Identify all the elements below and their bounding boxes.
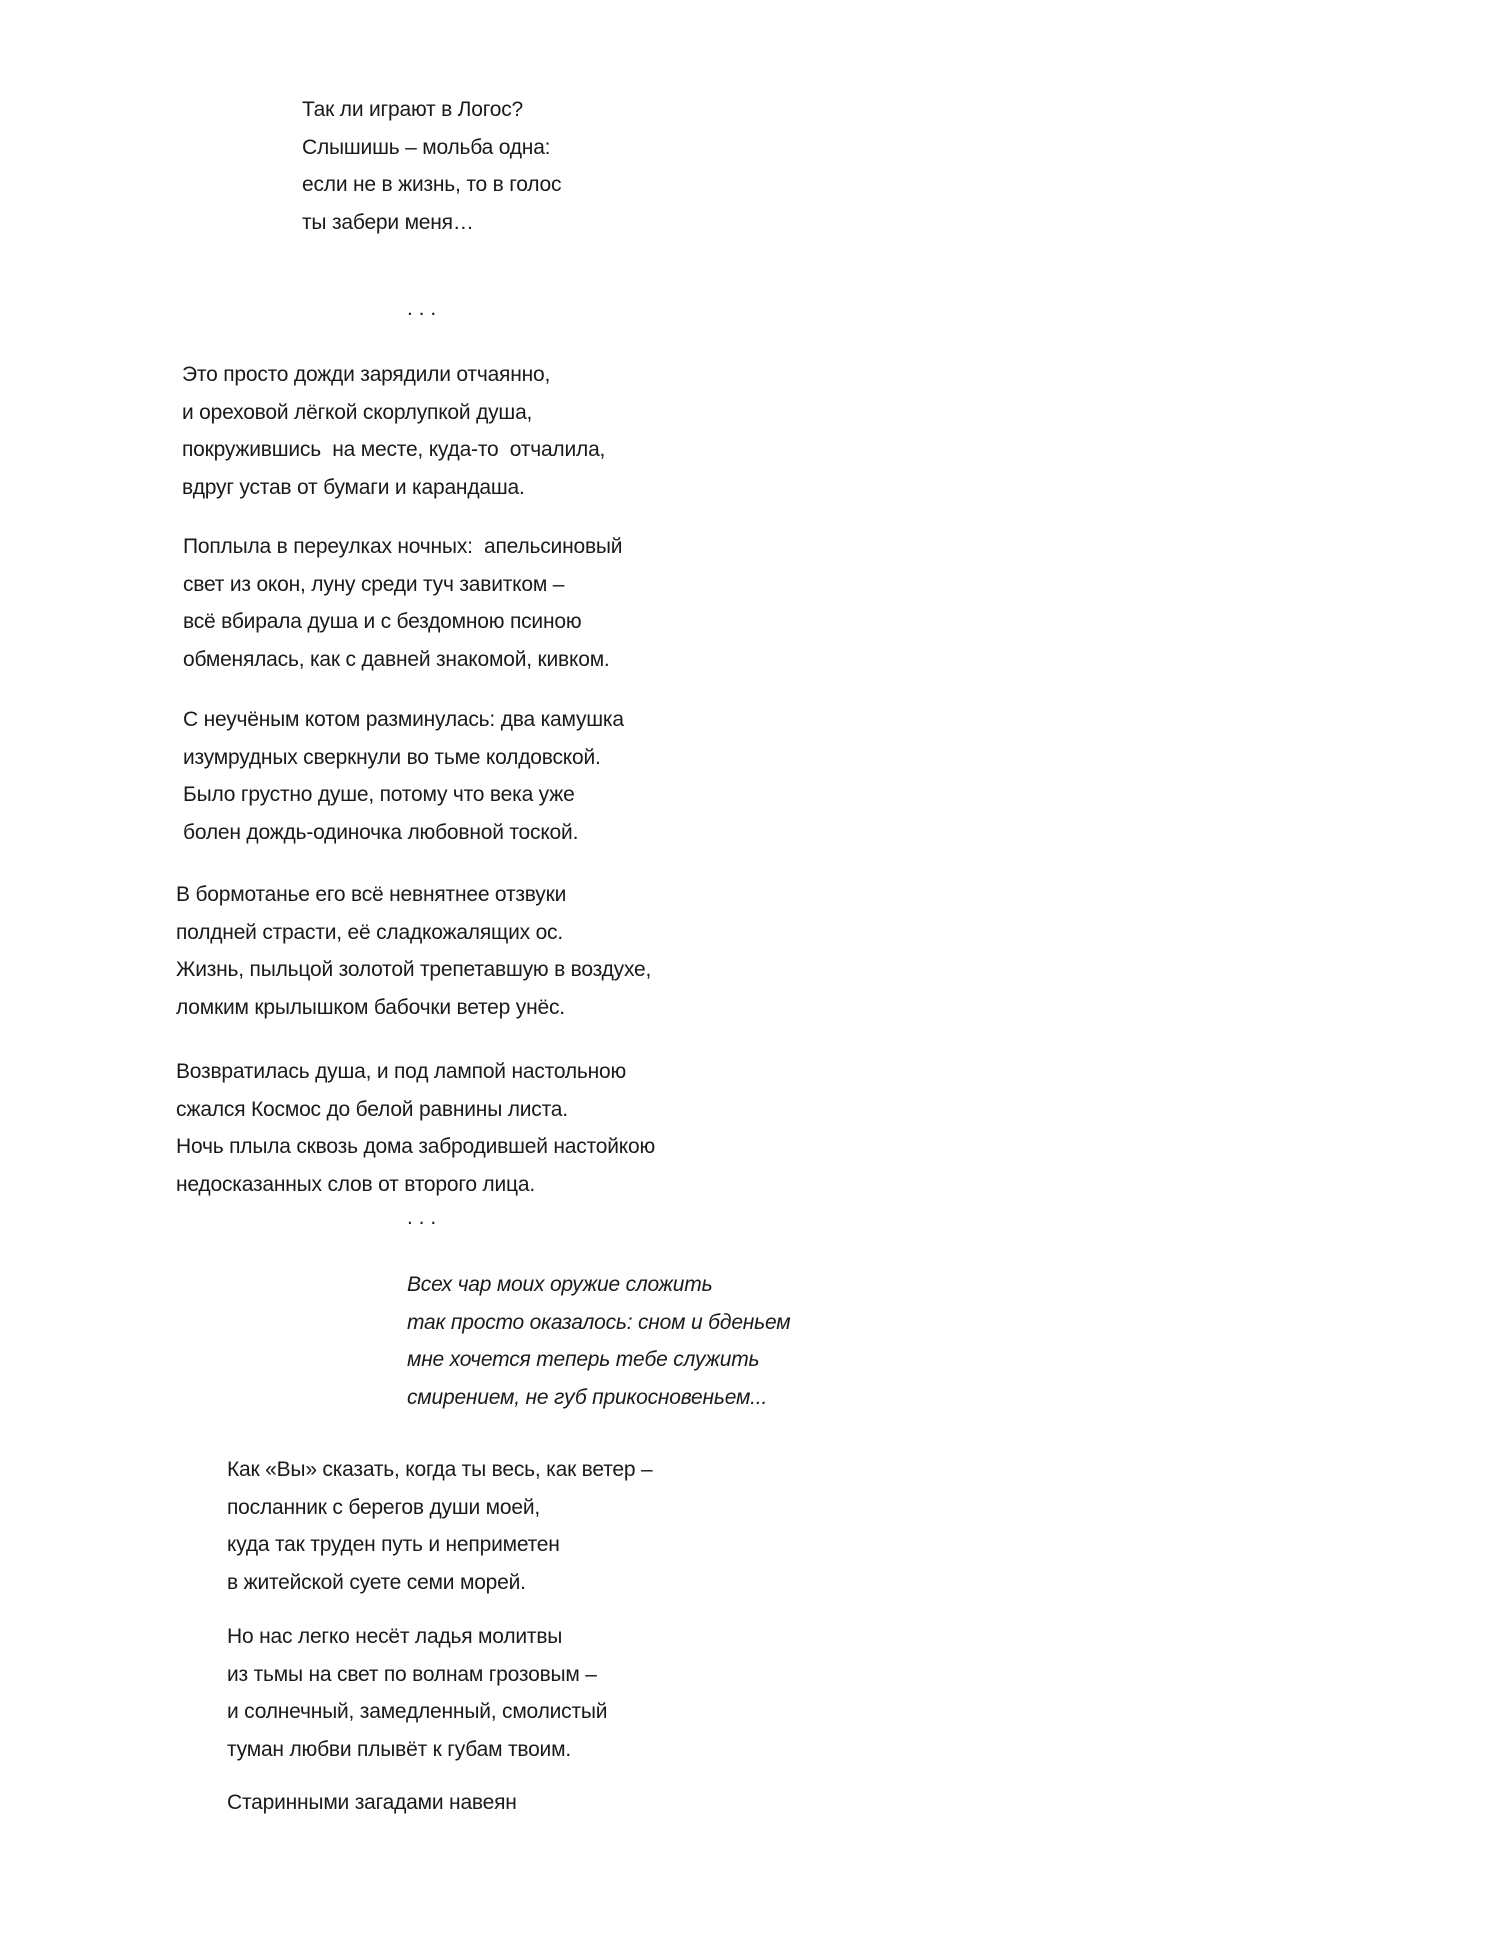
poem-line: изумрудных сверкнули во тьме колдовской. — [183, 745, 601, 769]
stanza-separator-2: . . . — [407, 1206, 437, 1229]
stanza-rain-4 — [176, 876, 651, 1026]
poem-line: так просто оказалось: сном и бденьем — [407, 1310, 791, 1334]
stanza-closing-line — [227, 1784, 517, 1822]
poem-line: Ночь плыла сквозь дома забродившей настойкою — [176, 1135, 656, 1158]
poem-line: ломким крылышком бабочки ветер унёс. — [176, 995, 565, 1019]
poem-line: В бормотанье его всё невнятнее отзвуки — [176, 883, 567, 906]
poem-line: куда так труден путь и неприметен — [227, 1533, 560, 1556]
poem-line: Было грустно душе, потому что века уже — [183, 783, 575, 806]
stanza-you-2 — [227, 1618, 607, 1768]
poem-line: Старинными загадами навеян — [227, 1791, 517, 1814]
stanza-rain-1 — [182, 356, 605, 506]
poem-line: свет из окон, луну среди туч завитком – — [183, 572, 565, 596]
poem-line: Это просто дожди зарядили отчаянно, — [182, 363, 551, 386]
poem-line: вдруг устав от бумаги и карандаша. — [182, 475, 525, 499]
poem-line: в житейской суете семи морей. — [227, 1570, 526, 1594]
poem-line: туман любви плывёт к губам твоим. — [227, 1737, 571, 1761]
poem-line: Всех чар моих оружие сложить — [407, 1273, 713, 1296]
stanza-rain-5 — [176, 1053, 655, 1203]
poem-line: Как «Вы» сказать, когда ты весь, как ветер – — [227, 1458, 653, 1481]
poem-line: если не в жизнь, то в голос — [302, 173, 562, 196]
poem-line: болен дождь-одиночка любовной тоской. — [183, 820, 579, 844]
poem-line: из тьмы на свет по волнам грозовым – — [227, 1662, 597, 1686]
poem-line: полдней страсти, её сладкожалящих ос. — [176, 920, 563, 944]
poem-line: и солнечный, замедленный, смолистый — [227, 1700, 608, 1723]
poem-line: недосказанных слов от второго лица. — [176, 1172, 535, 1196]
stanza-rain-2 — [183, 528, 622, 678]
poem-line: Слышишь – мольба одна: — [302, 135, 551, 159]
poem-line: Поплыла в переулках ночных: апельсиновый — [183, 535, 623, 558]
poem-line: обменялась, как с давней знакомой, кивком. — [183, 647, 610, 671]
poem-line: покружившись на месте, куда-то отчалила, — [182, 438, 606, 461]
poem-line: и ореховой лёгкой скорлупкой душа, — [182, 400, 533, 424]
stanza-separator-1: . . . — [407, 297, 437, 320]
stanza-epigraph-italic — [407, 1266, 790, 1416]
poem-line: Но нас легко несёт ладья молитвы — [227, 1625, 563, 1648]
stanza-rain-3 — [183, 701, 624, 851]
poem-line: ты забери меня… — [302, 210, 474, 234]
poem-line: мне хочется теперь тебе служить — [407, 1348, 760, 1371]
poem-line: посланник с берегов души моей, — [227, 1495, 540, 1519]
poem-line: Возвратилась душа, и под лампой настольною — [176, 1060, 627, 1083]
poem-line: Жизнь, пыльцой золотой трепетавшую в воздухе, — [176, 958, 652, 981]
poem-line: С неучёным котом разминулась: два камушка — [183, 708, 624, 731]
stanza-intro-quote — [302, 91, 561, 241]
poem-line: смирением, не губ прикосновеньем... — [407, 1385, 768, 1409]
poem-line: Так ли играют в Логос? — [302, 98, 524, 121]
poem-line: сжался Космос до белой равнины листа. — [176, 1097, 568, 1121]
poem-line: всё вбирала душа и с бездомною псиною — [183, 610, 582, 633]
stanza-you-1 — [227, 1451, 652, 1601]
